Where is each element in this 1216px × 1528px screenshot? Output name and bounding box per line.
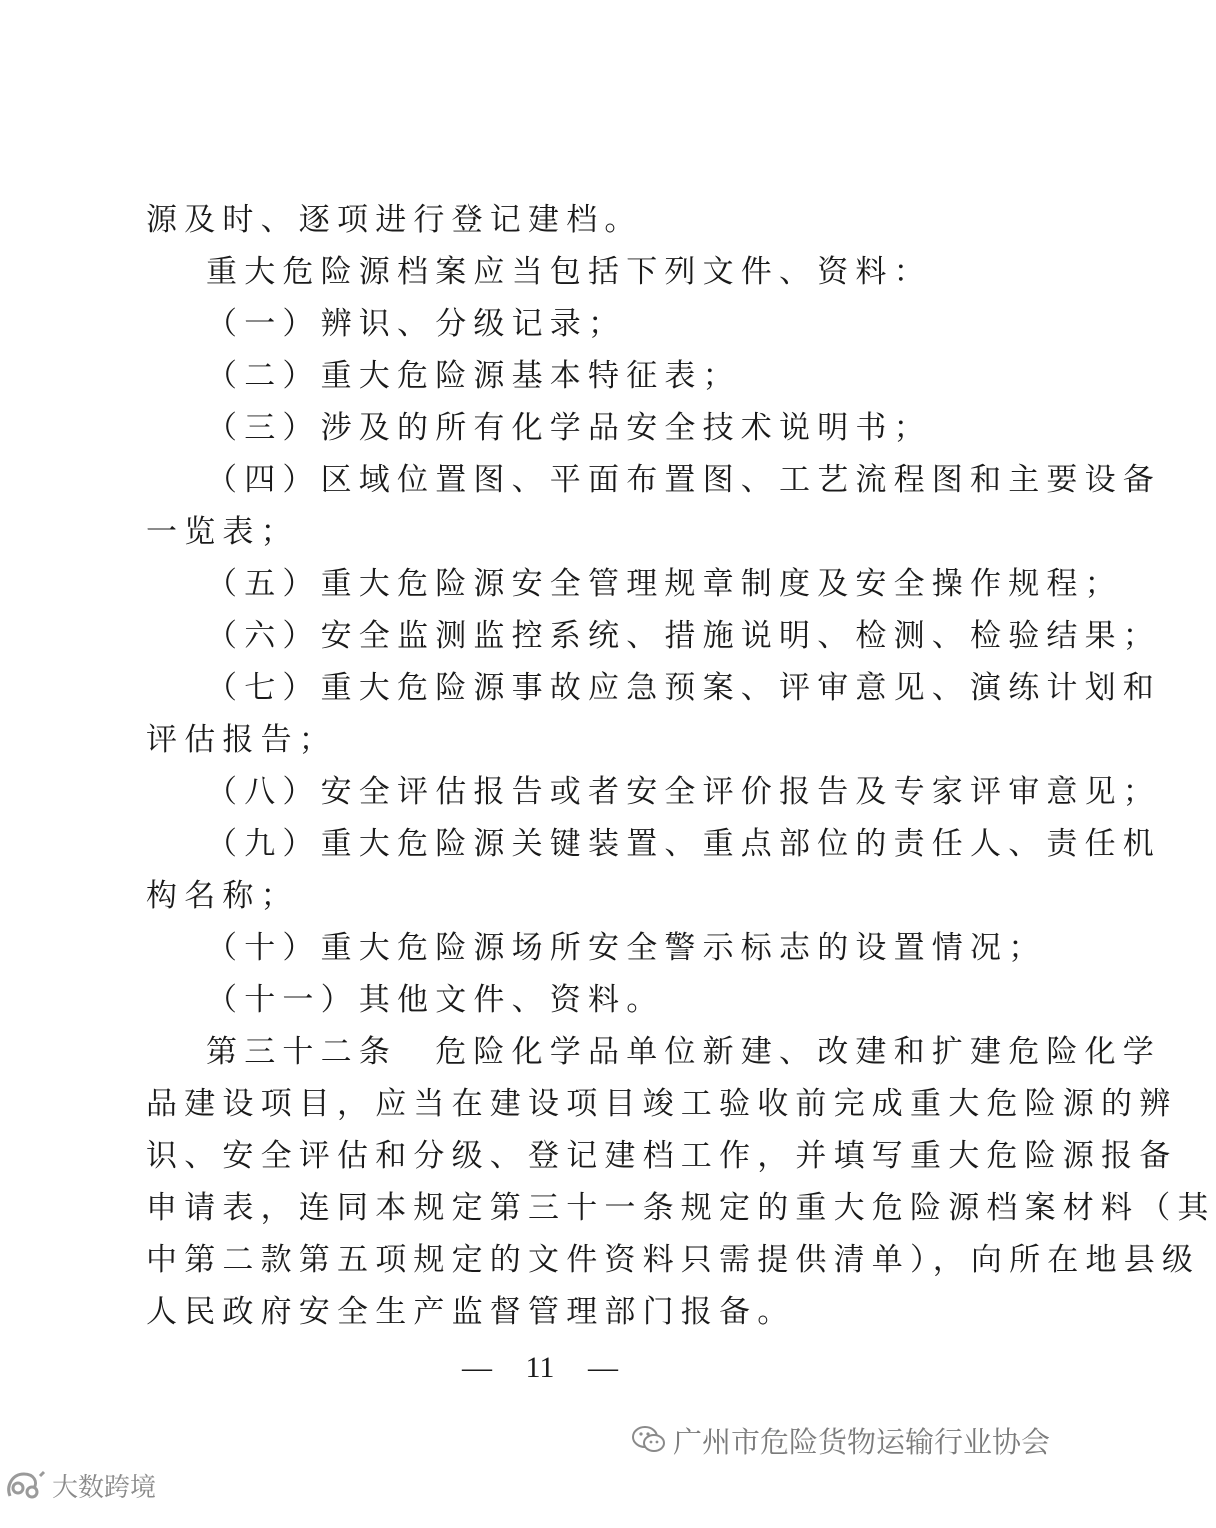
text-line: （四）区域位置图、平面布置图、工艺流程图和主要设备 [206, 462, 1161, 498]
text-line: 重大危险源档案应当包括下列文件、资料： [206, 254, 932, 290]
text-line: （六）安全监测监控系统、措施说明、检测、检验结果； [206, 618, 1161, 654]
text-line: （三）涉及的所有化学品安全技术说明书； [206, 410, 932, 446]
text-line: （一）辨识、分级记录； [206, 306, 627, 342]
wechat-icon [631, 1424, 667, 1456]
text-line: （十）重大危险源场所安全警示标志的设置情况； [206, 930, 1047, 966]
text-line: 评估报告； [146, 722, 337, 758]
brand-logo-icon [4, 1466, 48, 1504]
text-line: 一览表； [146, 514, 299, 550]
text-line: 品建设项目，应当在建设项目竣工验收前完成重大危险源的辨 [146, 1086, 1178, 1122]
text-line: （五）重大危险源安全管理规章制度及安全操作规程； [206, 566, 1123, 602]
text-line: 构名称； [146, 878, 299, 914]
text-line: （二）重大危险源基本特征表； [206, 358, 741, 394]
text-line: （八）安全评估报告或者安全评价报告及专家评审意见； [206, 774, 1161, 810]
text-line: 源及时、逐项进行登记建档。 [146, 202, 643, 238]
text-line: 中第二款第五项规定的文件资料只需提供清单），向所在地县级 [146, 1242, 1201, 1278]
text-line: （七）重大危险源事故应急预案、评审意见、演练计划和 [206, 670, 1161, 706]
text-line: （九）重大危险源关键装置、重点部位的责任人、责任机 [206, 826, 1161, 862]
text-line: 申请表，连同本规定第三十一条规定的重大危险源档案材料（其 [146, 1190, 1216, 1226]
page-number: 11 [525, 1351, 555, 1384]
text-line: （十一）其他文件、资料。 [206, 982, 665, 1018]
wechat-account-name: 广州市危险货物运输行业协会 [672, 1424, 1050, 1459]
text-line: 识、安全评估和分级、登记建档工作，并填写重大危险源报备 [146, 1138, 1178, 1174]
site-watermark [4, 1462, 156, 1508]
page-dash-right: — [587, 1351, 618, 1384]
text-line: 第三十二条 危险化学品单位新建、改建和扩建危险化学 [206, 1034, 1161, 1070]
page-dash-left: — [462, 1351, 493, 1384]
site-brand-name: 大数跨境 [52, 1472, 157, 1503]
page-number-footer [0, 1348, 1080, 1388]
text-line: 人民政府安全生产监督管理部门报备。 [146, 1294, 796, 1330]
wechat-watermark [631, 1420, 1050, 1460]
